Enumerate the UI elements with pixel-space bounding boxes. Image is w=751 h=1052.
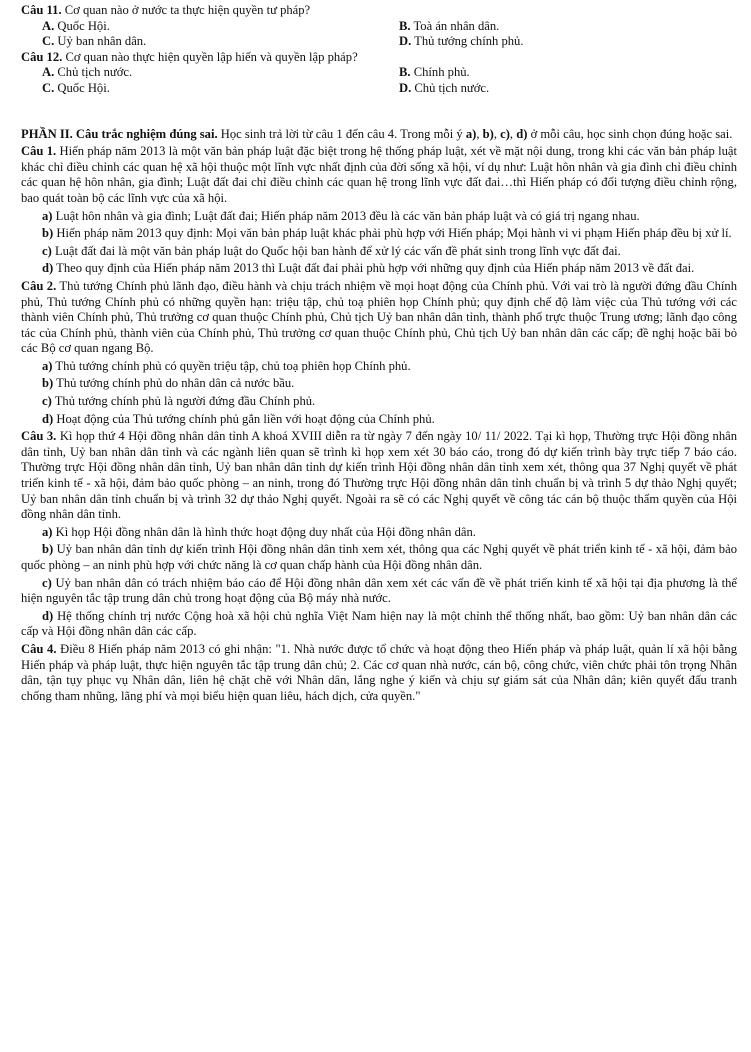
statement-key: c) xyxy=(42,243,52,258)
option-text: Quốc Hội. xyxy=(54,18,110,33)
statement-text: Uỷ ban nhân dân tỉnh dự kiến trình Hội đồng nhân dân tỉnh xem xét, thông qua các Nghị quyết về phát triển kinh tế - xã hội, đảm bảo quốc phòng – an ninh phù hợp với chức năng là cơ quan chấp hành của Hội đồng nhân dân. xyxy=(21,542,737,572)
separator: , xyxy=(493,126,501,141)
spacer xyxy=(21,97,737,127)
option-d[interactable] xyxy=(399,81,737,97)
option-key: C. xyxy=(42,80,55,95)
tf-question-3 xyxy=(21,429,737,523)
statement-text: Luật hôn nhân và gia đình; Luật đất đai; Hiến pháp năm 2013 đều là các văn bản pháp luật và có giá trị ngang nhau. xyxy=(52,208,640,223)
statement-3b[interactable] xyxy=(21,542,737,573)
statement-key: a) xyxy=(42,208,53,223)
section-instruction: Học sinh trả lời từ câu 1 đến câu 4. Trong mỗi ý xyxy=(217,126,466,141)
question-text: Cơ quan nào thực hiện quyền lập hiến và quyền lập pháp? xyxy=(62,49,358,64)
statement-text: Thủ tướng chính phủ là người đứng đầu Chính phủ. xyxy=(51,394,316,409)
statement-2c[interactable] xyxy=(21,394,737,410)
statement-key: c) xyxy=(42,394,52,409)
question-label: Câu 4. xyxy=(21,641,57,656)
statement-text: Thủ tướng chính phủ có quyền triệu tập, chủ toạ phiên họp Chính phủ. xyxy=(52,358,411,373)
option-key: C. xyxy=(42,34,55,49)
statement-text: Thủ tướng chính phủ do nhân dân cả nước bầu. xyxy=(53,376,295,391)
statement-key: c) xyxy=(42,575,52,590)
separator: , xyxy=(476,126,483,141)
choice-c: c) xyxy=(500,126,510,141)
statement-2d[interactable] xyxy=(21,412,737,428)
section-instruction: ở mỗi câu, học sinh chọn đúng hoặc sai. xyxy=(527,126,733,141)
question-text: Điều 8 Hiến pháp năm 2013 có ghi nhận: "1. Nhà nước được tổ chức và hoạt động theo Hiến pháp và pháp luật, quản lí xã hội bằng Hiến pháp và pháp luật, thực hiện nguyên tắc tập trung dân chủ; 2. Các cơ quan nhà nước, cán bộ, công chức, viên chức phải tôn trọng Nhân dân, tận tụy phục vụ Nhân dân, liên hệ chặt chẽ với Nhân dân, lắng nghe ý kiến và chịu sự giám sát của Nhân dân; kiên quyết đấu tranh chống tham nhũng, lãng phí và mọi biểu hiện quan liêu, hách dịch, cửa quyền." xyxy=(21,641,737,703)
option-text: Uỷ ban nhân dân. xyxy=(54,34,147,49)
option-key: B. xyxy=(399,18,411,33)
statement-2b[interactable] xyxy=(21,376,737,392)
option-c[interactable] xyxy=(42,81,399,97)
statement-1c[interactable] xyxy=(21,244,737,260)
option-a[interactable] xyxy=(42,19,399,35)
statement-text: Hoạt động của Thủ tướng chính phủ gắn liền với hoạt động của Chính phủ. xyxy=(53,411,435,426)
question-text: Cơ quan nào ở nước ta thực hiện quyền tư pháp? xyxy=(61,3,311,17)
question-label: Câu 11. xyxy=(21,3,62,17)
question-text: Hiến pháp năm 2013 là một văn bản pháp luật đặc biệt trong hệ thống pháp luật, xét về mặt nội dung, trong khi các văn bản pháp luật khác chỉ điều chỉnh các quan hệ xã hội thuộc một lĩnh vực nhất định của đời sống xã hội, ví dụ như: Luật hôn nhân và gia đình chỉ điều chỉnh các quan hệ hôn nhân, gia đình; Luật đất đai chỉ điều chỉnh các quan hệ trong lĩnh vực đất đai…thì Hiến pháp có đối tượng điều chỉnh rộng, bao quát toàn bộ các lĩnh vực của xã hội. xyxy=(21,144,737,205)
statement-3d[interactable] xyxy=(21,609,737,640)
statement-key: b) xyxy=(42,376,54,391)
section-title: PHẦN II. Câu trắc nghiệm đúng sai. xyxy=(21,126,218,141)
option-key: A. xyxy=(42,18,55,33)
question-label: Câu 1. xyxy=(21,144,57,159)
statement-1d[interactable] xyxy=(21,261,737,277)
option-b[interactable] xyxy=(399,19,737,35)
option-b[interactable] xyxy=(399,65,737,81)
statement-2a[interactable] xyxy=(21,359,737,375)
option-c[interactable] xyxy=(42,34,399,50)
question-label: Câu 2. xyxy=(21,278,57,293)
question-label: Câu 12. xyxy=(21,49,63,64)
question-text: Kì họp thứ 4 Hội đồng nhân dân tỉnh A khoá XVIII diễn ra từ ngày 7 đến ngày 10/ 11/ 2022. Tại kì họp, Thường trực Hội đồng nhân dân tỉnh, Uỷ ban nhân dân tỉnh và các ngành liên quan sẽ trình kì họp xem xét 30 báo cáo, trong đó dự kiến trình bày trực tiếp 7 báo cáo. Thường trực Hội đồng nhân dân tỉnh, Uỷ ban nhân dân tỉnh dự kiến trình Hội đồng nhân dân tỉnh xem xét, thông qua 37 Nghị quyết về phát triển kinh tế - xã hội, đảm bảo quốc phòng – an ninh, trong đó Thường trực Hội đồng nhân dân tỉnh chuẩn bị và trình 5 dự thảo Nghị quyết; Uỷ ban nhân dân tỉnh chuẩn bị và trình 32 dự thảo Nghị quyết. Ngoài ra sẽ có các Nghị quyết về công tác cán bộ thuộc thẩm quyền của Hội đồng nhân dân tỉnh. xyxy=(21,429,737,522)
statement-3a[interactable] xyxy=(21,525,737,541)
option-key: D. xyxy=(399,80,412,95)
choice-d: d) xyxy=(516,126,528,141)
statement-text: Uỷ ban nhân dân có trách nhiệm báo cáo để Hội đồng nhân dân xem xét các vấn đề về phát triển kinh tế xã hội tại địa phương là thể hiện nguyên tắc tập trung dân chủ trong hoạt động của Bộ máy nhà nước. xyxy=(21,575,737,606)
option-text: Toà án nhân dân. xyxy=(410,18,500,33)
statement-text: Hệ thống chính trị nước Cộng hoà xã hội chủ nghĩa Việt Nam hiện nay là một chỉnh thể thống nhất, bao gồm: Uỷ ban nhân dân các cấp và Hội đồng nhân dân các cấp. xyxy=(21,608,737,639)
statement-key: b) xyxy=(42,226,54,241)
choice-a: a) xyxy=(465,126,477,141)
option-text: Chính phủ. xyxy=(410,65,470,80)
statement-key: a) xyxy=(42,524,53,539)
choice-b: b) xyxy=(482,126,494,141)
option-text: Chủ tịch nước. xyxy=(54,65,133,80)
section-header xyxy=(21,127,737,143)
tf-question-4 xyxy=(21,642,737,704)
options-12 xyxy=(21,65,737,96)
option-text: Chủ tịch nước. xyxy=(411,80,490,95)
statement-key: a) xyxy=(42,358,53,373)
statement-key: d) xyxy=(42,261,54,276)
option-key: A. xyxy=(42,65,55,80)
statement-1a[interactable] xyxy=(21,209,737,225)
statement-1b[interactable] xyxy=(21,226,737,242)
option-text: Quốc Hội. xyxy=(54,80,110,95)
statement-text: Luật đất đai là một văn bản pháp luật do Quốc hội ban hành để xử lý các vấn đề phát sinh trong lĩnh vực đất đai. xyxy=(51,243,621,258)
statement-key: d) xyxy=(42,608,54,623)
statement-text: Theo quy định của Hiến pháp năm 2013 thì Luật đất đai phải phù hợp với những quy định của Hiến pháp năm 2013 về đất đai. xyxy=(53,261,695,276)
tf-question-1 xyxy=(21,144,737,206)
statement-key: b) xyxy=(42,542,54,557)
statement-key: d) xyxy=(42,411,54,426)
question-label: Câu 3. xyxy=(21,429,57,444)
option-key: B. xyxy=(399,65,411,80)
question-11 xyxy=(21,3,737,19)
options-11 xyxy=(21,19,737,50)
statement-text: Hiến pháp năm 2013 quy định: Mọi văn bản pháp luật khác phải phù hợp với Hiến pháp; Mọi hành vi vi phạm Hiến pháp đều bị xử lí. xyxy=(53,226,732,241)
question-12 xyxy=(21,50,737,66)
separator: , xyxy=(509,126,517,141)
option-text: Thủ tướng chính phủ. xyxy=(411,34,524,49)
option-a[interactable] xyxy=(42,65,399,81)
statement-3c[interactable] xyxy=(21,576,737,607)
tf-question-2 xyxy=(21,279,737,357)
option-d[interactable] xyxy=(399,34,737,50)
question-text: Thủ tướng Chính phủ lãnh đạo, điều hành và chịu trách nhiệm về mọi hoạt động của Chính phủ. Với vai trò là người đứng đầu Chính phủ, Thủ tướng Chính phủ có những quyền hạn: triệu tập, chủ toạ phiên họp Chính phủ; quy định chế độ làm việc của Thủ tướng với các thành viên Chính phủ, Thủ trưởng cơ quan thuộc Chính phủ, Chủ tịch Uỷ ban nhân dân tỉnh, thành phố trực thuộc Trung ương; lãnh đạo công tác của Chính phủ, thành viên của Chính phủ, Thủ trưởng cơ quan thuộc Chính phủ, Chủ tịch Uỷ ban nhân dân các cấp; đề nghị hoặc bãi bỏ các Bộ cơ quan ngang Bộ. xyxy=(21,278,737,356)
option-key: D. xyxy=(399,34,412,49)
statement-text: Kì họp Hội đồng nhân dân là hình thức hoạt động duy nhất của Hội đồng nhân dân. xyxy=(52,524,476,539)
